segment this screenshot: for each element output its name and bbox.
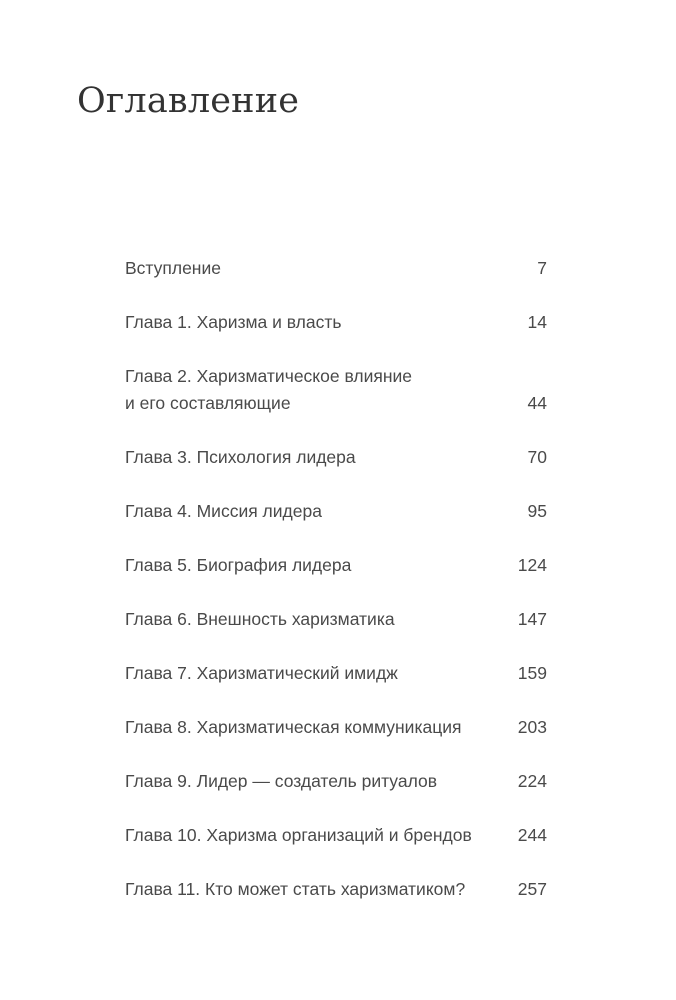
toc-entry-line: Глава 3. Психология лидера [125, 447, 356, 467]
toc-page-number: 7 [537, 258, 547, 278]
toc-entry-label [125, 822, 472, 849]
toc-entry-label [125, 444, 356, 471]
toc-entry-chapter-11 [125, 876, 547, 903]
toc-entry-chapter-9 [125, 768, 547, 795]
toc-entry-line: Глава 6. Внешность харизматика [125, 609, 395, 629]
toc-entry-label [125, 876, 465, 903]
toc-entry-chapter-2 [125, 363, 547, 417]
toc-entry-label [125, 552, 351, 579]
toc-entry-label [125, 309, 342, 336]
toc-entry-label [125, 363, 412, 417]
toc-entry-label [125, 660, 398, 687]
toc-entry-line: Глава 1. Харизма и власть [125, 312, 342, 332]
toc-page-number: 124 [517, 555, 547, 575]
toc-entry-line: Глава 10. Харизма организаций и брендов [125, 825, 472, 845]
toc-entry-line: Глава 4. Миссия лидера [125, 501, 322, 521]
toc-entry-chapter-3 [125, 444, 547, 471]
page-title: Оглавление [77, 81, 300, 121]
toc-page-number: 14 [527, 312, 547, 332]
toc-entry-line: Глава 8. Харизматическая коммуникация [125, 717, 462, 737]
toc-page-number: 203 [517, 717, 547, 737]
toc-entry-label [125, 714, 462, 741]
toc-page-number: 44 [527, 393, 547, 413]
toc-entry-label [125, 498, 322, 525]
toc-page-number: 147 [517, 609, 547, 629]
toc-entry-label [125, 768, 437, 795]
toc-entry-label [125, 606, 395, 633]
toc-page-number: 257 [517, 879, 547, 899]
toc-entry-introduction [125, 255, 547, 282]
toc-entry-line: Глава 7. Харизматический имидж [125, 663, 398, 683]
toc-page-number: 159 [517, 663, 547, 683]
toc-entry-chapter-5 [125, 552, 547, 579]
toc-entry-chapter-8 [125, 714, 547, 741]
toc-entry-line: Вступление [125, 258, 221, 278]
toc-entry-chapter-4 [125, 498, 547, 525]
toc-entry-chapter-1 [125, 309, 547, 336]
toc-page-number: 95 [527, 501, 547, 521]
toc-entry-chapter-6 [125, 606, 547, 633]
toc-entry-line: Глава 2. Харизматическое влияние [125, 366, 413, 386]
toc-entry-line: и его составляющие [125, 393, 291, 413]
toc-page-number: 244 [517, 825, 547, 845]
toc-entry-line: Глава 11. Кто может стать харизматиком? [125, 879, 466, 899]
toc-entry-chapter-7 [125, 660, 547, 687]
toc-entry-line: Глава 5. Биография лидера [125, 555, 352, 575]
toc-page-number: 70 [527, 447, 547, 467]
toc-entry-line: Глава 9. Лидер — создатель ритуалов [125, 771, 438, 791]
table-of-contents [125, 255, 547, 903]
toc-page-number: 224 [517, 771, 547, 791]
toc-entry-chapter-10 [125, 822, 547, 849]
toc-entry-label [125, 255, 221, 282]
